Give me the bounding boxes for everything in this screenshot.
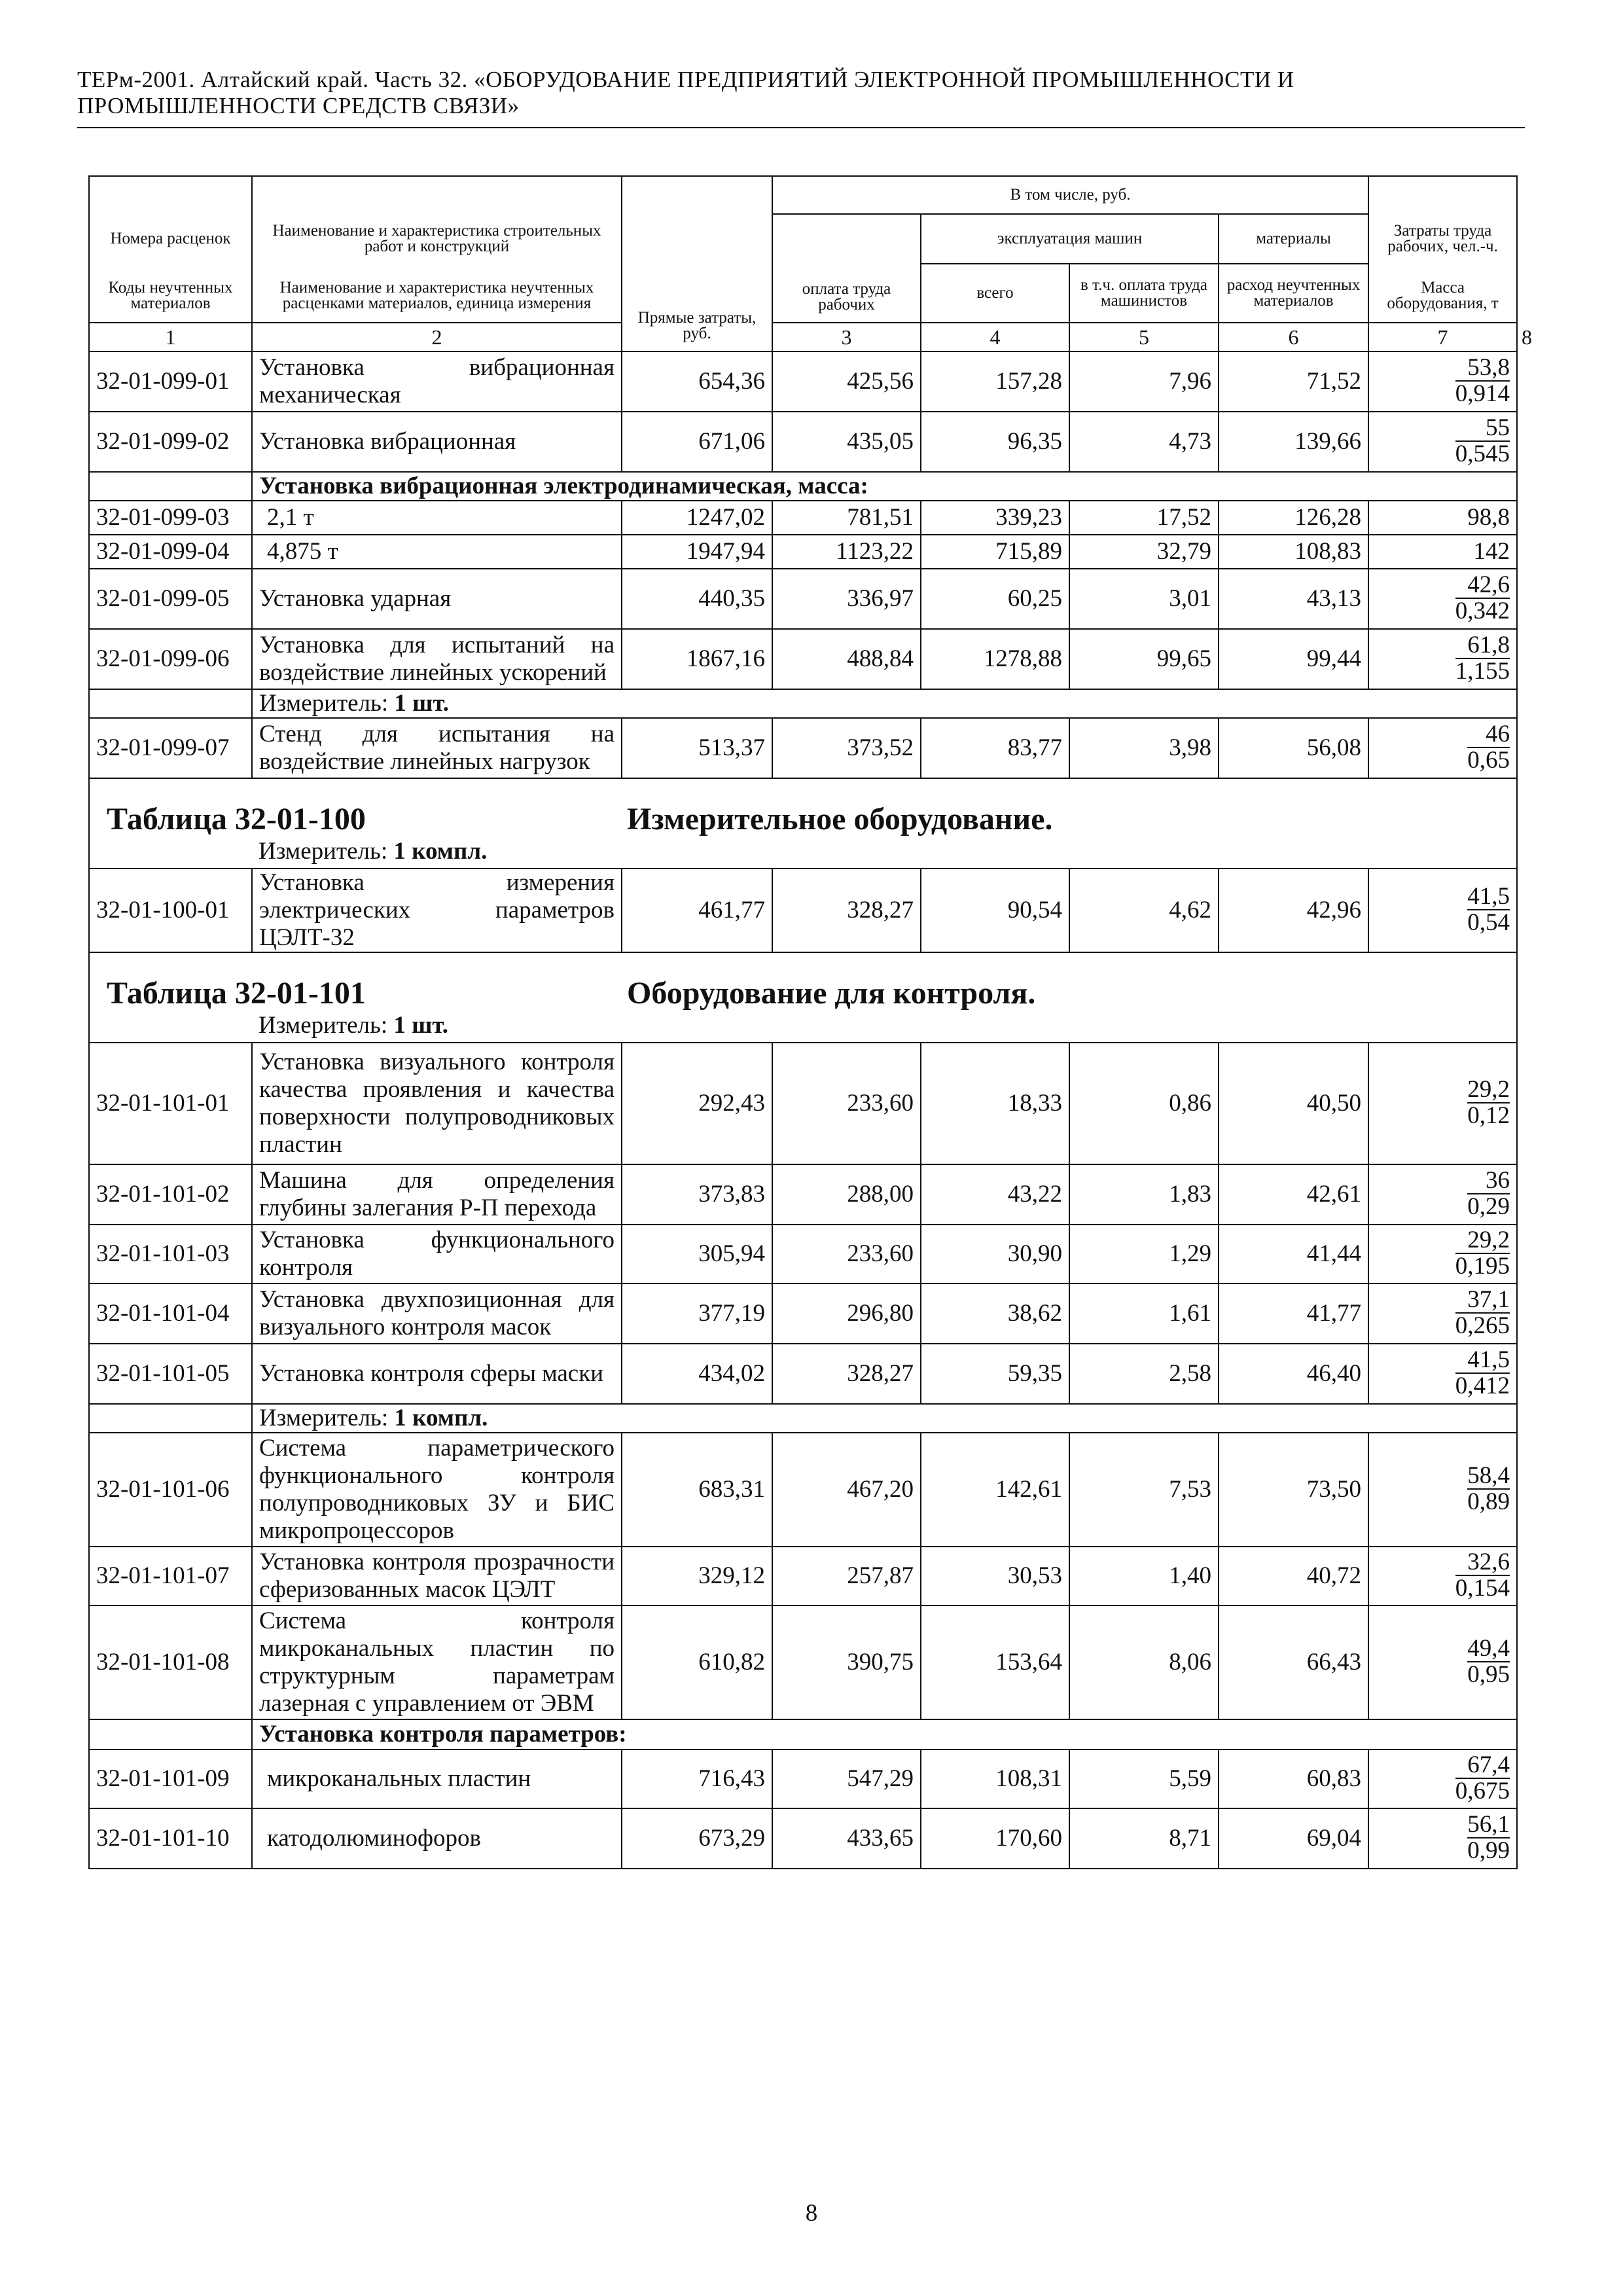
table-title-cell <box>89 952 1517 1043</box>
table-row <box>89 1749 1517 1808</box>
labor-hours: 142 <box>1368 535 1517 569</box>
direct-cost: 654,36 <box>622 351 772 412</box>
operators-pay: 3,98 <box>1069 718 1219 778</box>
machines-total: 96,35 <box>921 412 1069 472</box>
rates-table <box>88 175 1533 1869</box>
operators-pay: 1,40 <box>1069 1547 1219 1605</box>
labor-hours: 67,4 <box>1455 1753 1510 1779</box>
col-number: 4 <box>921 323 1069 351</box>
materials-cost: 73,50 <box>1219 1433 1368 1547</box>
equipment-mass: 0,65 <box>1467 747 1510 774</box>
machines-total: 59,35 <box>921 1344 1069 1404</box>
header-line-2: ПРОМЫШЛЕННОСТИ СРЕДСТВ СВЯЗИ» <box>77 93 520 118</box>
labor-mass-cell <box>1368 1605 1517 1719</box>
labor-mass-fraction <box>1455 573 1510 624</box>
labor-mass-fraction <box>1455 1228 1510 1279</box>
rate-code: 32-01-099-07 <box>89 718 252 778</box>
labor-mass-fraction <box>1467 884 1510 935</box>
machines-total: 108,31 <box>921 1749 1069 1808</box>
table-title-cell <box>89 778 1517 869</box>
machines-total: 170,60 <box>921 1808 1069 1869</box>
workers-pay: 328,27 <box>772 869 921 952</box>
direct-cost: 1947,94 <box>622 535 772 569</box>
table-measure <box>90 1012 1516 1042</box>
table-row <box>89 1808 1517 1869</box>
labor-hours: 46 <box>1467 722 1510 748</box>
labor-hours: 41,5 <box>1467 883 1510 910</box>
labor-mass-fraction <box>1455 1287 1510 1338</box>
workers-pay: 257,87 <box>772 1547 921 1605</box>
materials-cost: 46,40 <box>1219 1344 1368 1404</box>
direct-cost: 610,82 <box>622 1605 772 1719</box>
direct-cost: 1867,16 <box>622 629 772 689</box>
table-row <box>89 629 1517 689</box>
labor-mass-fraction <box>1467 1636 1510 1687</box>
labor-mass-cell <box>1368 569 1517 629</box>
labor-hours: 42,6 <box>1455 573 1510 599</box>
table-row <box>89 1043 1517 1164</box>
table-row <box>89 1344 1517 1404</box>
rate-code: 32-01-099-06 <box>89 629 252 689</box>
header-line-1: ТЕРм-2001. Алтайский край. Часть 32. «ОБОРУДОВАНИЕ ПРЕДПРИЯТИЙ ЭЛЕКТРОННОЙ ПРОМЫШЛЕННОСТИ И <box>77 67 1294 92</box>
table-number: Таблица 32-01-100 <box>107 802 366 836</box>
table-row <box>89 1225 1517 1283</box>
labor-mass-cell <box>1368 412 1517 472</box>
labor-mass-fraction <box>1455 1753 1510 1804</box>
labor-mass-cell <box>1368 629 1517 689</box>
operators-pay: 17,52 <box>1069 501 1219 535</box>
col-direct-header: Прямые затраты, руб. <box>622 176 772 351</box>
materials-cost: 42,61 <box>1219 1164 1368 1225</box>
rate-code: 32-01-101-06 <box>89 1433 252 1547</box>
rate-name: Установка для испытаний на воздействие линейных ускорений <box>252 629 622 689</box>
labor-mass-cell <box>1368 1043 1517 1164</box>
operators-pay: 1,29 <box>1069 1225 1219 1283</box>
rate-code: 32-01-099-04 <box>89 535 252 569</box>
operators-pay: 0,86 <box>1069 1043 1219 1164</box>
materials-cost: 40,50 <box>1219 1043 1368 1164</box>
workers-pay: 390,75 <box>772 1605 921 1719</box>
operators-pay: 4,73 <box>1069 412 1219 472</box>
rate-name: Установка ударная <box>252 569 622 629</box>
labor-mass-fraction <box>1467 1168 1510 1219</box>
labor-hours: 36 <box>1467 1168 1510 1194</box>
table-row <box>89 1283 1517 1344</box>
rate-code: 32-01-101-07 <box>89 1547 252 1605</box>
direct-cost: 434,02 <box>622 1344 772 1404</box>
header-rule <box>77 127 1525 128</box>
equipment-mass: 0,342 <box>1455 598 1510 624</box>
direct-cost: 305,94 <box>622 1225 772 1283</box>
table-row <box>89 1605 1517 1719</box>
rate-code: 32-01-101-09 <box>89 1749 252 1808</box>
operators-pay: 5,59 <box>1069 1749 1219 1808</box>
machines-total: 715,89 <box>921 535 1069 569</box>
equipment-mass: 0,545 <box>1455 440 1510 467</box>
labor-mass-cell <box>1368 718 1517 778</box>
section-row <box>89 1719 1517 1749</box>
labor-hours: 41,5 <box>1455 1348 1510 1374</box>
machines-total: 18,33 <box>921 1043 1069 1164</box>
labor-hours: 56,1 <box>1467 1811 1510 1838</box>
column-numbers-row: 1 2 3 4 5 6 7 8 <box>89 323 1517 351</box>
rate-code: 32-01-101-01 <box>89 1043 252 1164</box>
section-code-cell <box>89 1719 252 1749</box>
measure-code-cell <box>89 1404 252 1433</box>
workers-pay: 1123,22 <box>772 535 921 569</box>
rate-code: 32-01-099-02 <box>89 412 252 472</box>
rate-name: Установка контроля сферы маски <box>252 1344 622 1404</box>
table-title-row <box>89 952 1517 1043</box>
table-number: Таблица 32-01-101 <box>107 976 366 1011</box>
rate-code: 32-01-099-01 <box>89 351 252 412</box>
materials-cost: 126,28 <box>1219 501 1368 535</box>
rate-name: 2,1 т <box>252 501 622 535</box>
labor-mass-cell <box>1368 869 1517 952</box>
rate-name: Система параметрического функционального контроля полупроводниковых ЗУ и БИС микропроцессоров <box>252 1433 622 1547</box>
materials-cost: 69,04 <box>1219 1808 1368 1869</box>
workers-pay: 435,05 <box>772 412 921 472</box>
section-heading-text: Установка вибрационная электродинамическая, масса: <box>259 473 868 499</box>
rate-code: 32-01-101-10 <box>89 1808 252 1869</box>
equipment-mass: 0,675 <box>1455 1778 1510 1804</box>
measure-label: Измеритель: <box>259 838 388 865</box>
operators-pay: 7,96 <box>1069 351 1219 412</box>
measure-label: Измеритель: <box>259 690 389 717</box>
rate-name: Установка вибрационная механическая <box>252 351 622 412</box>
machines-total: 142,61 <box>921 1433 1069 1547</box>
col-number: 3 <box>772 323 921 351</box>
machines-total: 1278,88 <box>921 629 1069 689</box>
labor-mass-cell <box>1368 1808 1517 1869</box>
machines-total: 60,25 <box>921 569 1069 629</box>
col-number: 5 <box>1069 323 1219 351</box>
table-row <box>89 869 1517 952</box>
operators-pay: 8,71 <box>1069 1808 1219 1869</box>
equipment-mass: 0,412 <box>1455 1372 1510 1399</box>
labor-hours: 58,4 <box>1467 1462 1510 1489</box>
materials-cost: 41,44 <box>1219 1225 1368 1283</box>
col-total-header: всего <box>921 264 1069 323</box>
table-row <box>89 569 1517 629</box>
col-codes-materials-header: Коды неучтенных материалов <box>89 277 252 323</box>
workers-pay: 233,60 <box>772 1043 921 1164</box>
operators-pay: 2,58 <box>1069 1344 1219 1404</box>
equipment-mass: 1,155 <box>1455 658 1510 685</box>
measure-cell <box>252 1404 1517 1433</box>
labor-hours: 98,8 <box>1368 501 1517 535</box>
workers-pay: 433,65 <box>772 1808 921 1869</box>
labor-hours: 55 <box>1455 416 1510 442</box>
materials-cost: 40,72 <box>1219 1547 1368 1605</box>
labor-hours: 37,1 <box>1455 1287 1510 1314</box>
operators-pay: 1,83 <box>1069 1164 1219 1225</box>
workers-pay: 467,20 <box>772 1433 921 1547</box>
col-number: 7 <box>1368 323 1517 351</box>
direct-cost: 683,31 <box>622 1433 772 1547</box>
table-row <box>89 351 1517 412</box>
materials-cost: 41,77 <box>1219 1283 1368 1344</box>
rate-name: Установка двухпозиционная для визуального контроля масок <box>252 1283 622 1344</box>
machines-total: 153,64 <box>921 1605 1069 1719</box>
materials-cost: 139,66 <box>1219 412 1368 472</box>
operators-pay: 7,53 <box>1069 1433 1219 1547</box>
machines-total: 339,23 <box>921 501 1069 535</box>
col-workers-pay-header: оплата труда рабочих <box>772 214 921 323</box>
table-row <box>89 1164 1517 1225</box>
labor-hours: 53,8 <box>1455 355 1510 382</box>
rate-code: 32-01-099-03 <box>89 501 252 535</box>
workers-pay: 296,80 <box>772 1283 921 1344</box>
rate-code: 32-01-101-04 <box>89 1283 252 1344</box>
equipment-mass: 0,29 <box>1467 1193 1510 1220</box>
rate-name: Установка вибрационная <box>252 412 622 472</box>
table-row <box>89 718 1517 778</box>
labor-mass-fraction <box>1467 1077 1510 1128</box>
labor-mass-fraction <box>1467 1812 1510 1863</box>
direct-cost: 716,43 <box>622 1749 772 1808</box>
page-number: 8 <box>805 2200 818 2227</box>
table-row <box>89 1433 1517 1547</box>
table-row <box>89 1547 1517 1605</box>
labor-mass-cell <box>1368 351 1517 412</box>
operators-pay: 8,06 <box>1069 1605 1219 1719</box>
direct-cost: 440,35 <box>622 569 772 629</box>
rate-code: 32-01-101-05 <box>89 1344 252 1404</box>
rate-name: Установка контроля прозрачности сферизованных масок ЦЭЛТ <box>252 1547 622 1605</box>
equipment-mass: 0,265 <box>1455 1312 1510 1339</box>
machines-total: 38,62 <box>921 1283 1069 1344</box>
workers-pay: 781,51 <box>772 501 921 535</box>
workers-pay: 328,27 <box>772 1344 921 1404</box>
rate-name: катодолюминофоров <box>252 1808 622 1869</box>
labor-mass-cell <box>1368 1283 1517 1344</box>
rate-name: Система контроля микроканальных пластин по структурным параметрам лазерная с управлением от ЭВМ <box>252 1605 622 1719</box>
rate-code: 32-01-101-03 <box>89 1225 252 1283</box>
col-number: 6 <box>1219 323 1368 351</box>
measure-value: 1 шт. <box>393 1012 449 1039</box>
machines-total: 157,28 <box>921 351 1069 412</box>
equipment-mass: 0,95 <box>1467 1661 1510 1688</box>
operators-pay: 4,62 <box>1069 869 1219 952</box>
direct-cost: 329,12 <box>622 1547 772 1605</box>
table-measure <box>90 838 1516 868</box>
materials-cost: 99,44 <box>1219 629 1368 689</box>
materials-cost: 42,96 <box>1219 869 1368 952</box>
col-including-header: В том числе, руб. <box>772 176 1368 214</box>
col-materials-sub-header: расход неучтенных материалов <box>1219 264 1368 323</box>
table-name: Измерительное оборудование. <box>627 802 1053 836</box>
rate-name: Машина для определения глубины залегания Р-П перехода <box>252 1164 622 1225</box>
operators-pay: 3,01 <box>1069 569 1219 629</box>
materials-cost: 56,08 <box>1219 718 1368 778</box>
machines-total: 43,22 <box>921 1164 1069 1225</box>
table-name: Оборудование для контроля. <box>627 976 1036 1011</box>
rate-name: Установка функционального контроля <box>252 1225 622 1283</box>
direct-cost: 671,06 <box>622 412 772 472</box>
col-number: 1 <box>89 323 252 351</box>
operators-pay: 32,79 <box>1069 535 1219 569</box>
materials-cost: 60,83 <box>1219 1749 1368 1808</box>
labor-hours: 29,2 <box>1467 1076 1510 1103</box>
workers-pay: 425,56 <box>772 351 921 412</box>
materials-cost: 66,43 <box>1219 1605 1368 1719</box>
rate-name: Установка визуального контроля качества проявления и качества поверхности полупроводниковых пластин <box>252 1043 622 1164</box>
section-heading <box>252 1719 1517 1749</box>
measure-row <box>89 689 1517 718</box>
rate-name: микроканальных пластин <box>252 1749 622 1808</box>
labor-mass-fraction <box>1455 1348 1510 1399</box>
col-machines-header: эксплуатация машин <box>921 214 1219 264</box>
section-code-cell <box>89 472 252 501</box>
workers-pay: 288,00 <box>772 1164 921 1225</box>
equipment-mass: 0,195 <box>1455 1253 1510 1280</box>
measure-cell <box>252 689 1517 718</box>
col-materials-header: материалы <box>1219 214 1368 264</box>
col-mass-header: Масса оборудования, т <box>1368 277 1517 323</box>
measure-row <box>89 1404 1517 1433</box>
labor-hours: 49,4 <box>1467 1635 1510 1662</box>
rate-name: Установка измерения электрических параметров ЦЭЛТ-32 <box>252 869 622 952</box>
labor-mass-cell <box>1368 1344 1517 1404</box>
labor-mass-cell <box>1368 1164 1517 1225</box>
labor-mass-fraction <box>1455 633 1510 684</box>
equipment-mass: 0,89 <box>1467 1488 1510 1515</box>
direct-cost: 673,29 <box>622 1808 772 1869</box>
table-header <box>89 176 1533 351</box>
col-labor-header: Затраты труда рабочих, чел.-ч. <box>1368 176 1517 277</box>
page-header <box>77 67 1524 119</box>
measure-label: Измеритель: <box>259 1012 388 1039</box>
machines-total: 30,90 <box>921 1225 1069 1283</box>
equipment-mass: 0,54 <box>1467 909 1510 936</box>
rate-code: 32-01-100-01 <box>89 869 252 952</box>
materials-cost: 108,83 <box>1219 535 1368 569</box>
measure-label: Измеритель: <box>259 1405 389 1431</box>
measure-value: 1 шт. <box>394 690 450 717</box>
rate-name: 4,875 т <box>252 535 622 569</box>
materials-cost: 71,52 <box>1219 351 1368 412</box>
labor-mass-fraction <box>1455 1550 1510 1601</box>
equipment-mass: 0,99 <box>1467 1837 1510 1864</box>
rate-code: 32-01-101-02 <box>89 1164 252 1225</box>
section-heading-text: Установка контроля параметров: <box>259 1721 627 1748</box>
labor-mass-cell <box>1368 1433 1517 1547</box>
workers-pay: 373,52 <box>772 718 921 778</box>
operators-pay: 99,65 <box>1069 629 1219 689</box>
direct-cost: 373,83 <box>622 1164 772 1225</box>
table-title <box>90 953 1516 1012</box>
labor-mass-cell <box>1368 1225 1517 1283</box>
measure-value: 1 компл. <box>393 838 488 865</box>
measure-code-cell <box>89 689 252 718</box>
direct-cost: 513,37 <box>622 718 772 778</box>
machines-total: 83,77 <box>921 718 1069 778</box>
labor-mass-cell <box>1368 1749 1517 1808</box>
col-number: 2 <box>252 323 622 351</box>
equipment-mass: 0,12 <box>1467 1102 1510 1129</box>
operators-pay: 1,61 <box>1069 1283 1219 1344</box>
workers-pay: 233,60 <box>772 1225 921 1283</box>
labor-mass-cell <box>1368 1547 1517 1605</box>
rate-code: 32-01-099-05 <box>89 569 252 629</box>
labor-hours: 61,8 <box>1455 633 1510 659</box>
col-operators-pay-header: в т.ч. оплата труда машинистов <box>1069 264 1219 323</box>
table-body <box>89 351 1517 1869</box>
labor-hours: 29,2 <box>1455 1228 1510 1254</box>
direct-cost: 377,19 <box>622 1283 772 1344</box>
equipment-mass: 0,914 <box>1455 380 1510 407</box>
col-name-materials-header: Наименование и характеристика неучтенных расценками материалов, единица измерения <box>252 277 622 323</box>
table-row <box>89 412 1517 472</box>
direct-cost: 1247,02 <box>622 501 772 535</box>
rate-code: 32-01-101-08 <box>89 1605 252 1719</box>
col-codes-header: Номера расценок <box>89 176 252 277</box>
direct-cost: 461,77 <box>622 869 772 952</box>
table-title-row <box>89 778 1517 869</box>
measure-value: 1 компл. <box>394 1405 488 1431</box>
workers-pay: 488,84 <box>772 629 921 689</box>
workers-pay: 336,97 <box>772 569 921 629</box>
table-row <box>89 535 1517 569</box>
direct-cost: 292,43 <box>622 1043 772 1164</box>
table-row <box>89 501 1517 535</box>
section-heading <box>252 472 1517 501</box>
materials-cost: 43,13 <box>1219 569 1368 629</box>
col-name-header: Наименование и характеристика строительных работ и конструкций <box>252 176 622 277</box>
table-title <box>90 779 1516 838</box>
workers-pay: 547,29 <box>772 1749 921 1808</box>
machines-total: 90,54 <box>921 869 1069 952</box>
section-row <box>89 472 1517 501</box>
labor-hours: 32,6 <box>1455 1550 1510 1576</box>
machines-total: 30,53 <box>921 1547 1069 1605</box>
equipment-mass: 0,154 <box>1455 1575 1510 1602</box>
rate-name: Стенд для испытания на воздействие линейных нагрузок <box>252 718 622 778</box>
labor-mass-fraction <box>1455 416 1510 467</box>
labor-mass-fraction <box>1455 355 1510 406</box>
labor-mass-fraction <box>1467 1463 1510 1515</box>
labor-mass-fraction <box>1467 722 1510 773</box>
